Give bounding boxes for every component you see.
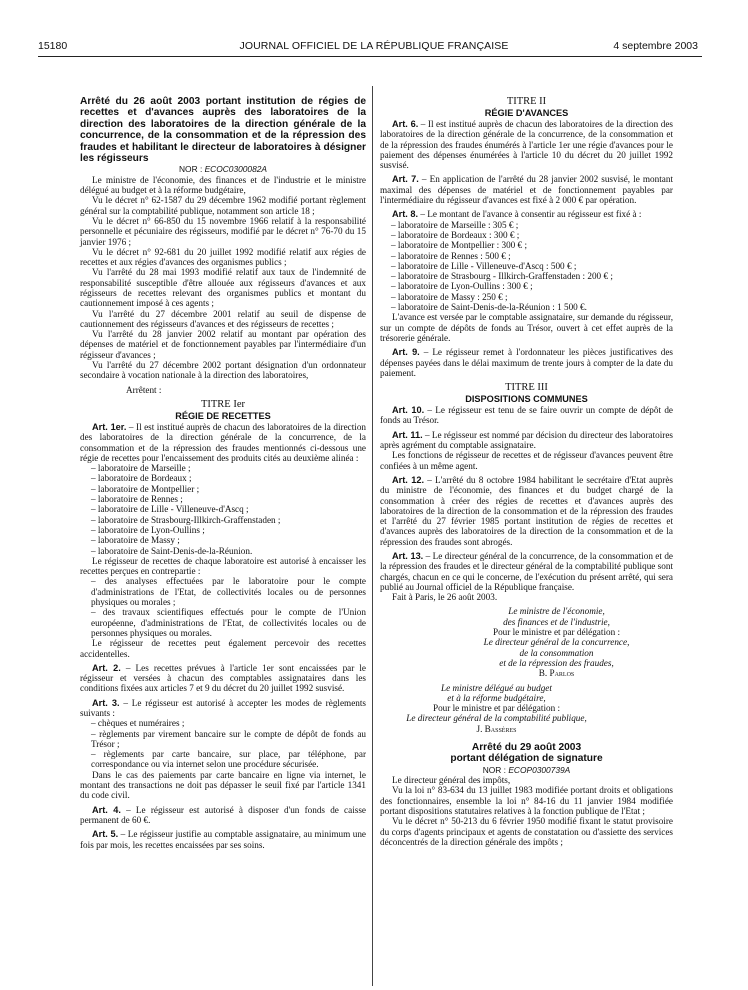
journal-title: JOURNAL OFFICIEL DE LA RÉPUBLIQUE FRANÇAISE bbox=[239, 40, 509, 52]
titre-subheading: DISPOSITIONS COMMUNES bbox=[465, 394, 588, 405]
preamble-para: Vu l'arrêté du 28 mai 1993 modifié relatif aux taux de l'indemnité de responsabilité susceptible d'être allouée aux régisseurs d'avances et aux régisseurs de recettes relevant des organismes publics et montant du cautionnement imposé à ces agents ; bbox=[80, 267, 366, 309]
titre-heading: TITRE II bbox=[506, 96, 547, 107]
column-divider bbox=[372, 86, 373, 986]
issue-date: 4 septembre 2003 bbox=[613, 40, 698, 52]
signatory-line: des finances et de l'industrie, bbox=[503, 616, 610, 627]
article-6: Art. 6. – Il est institué auprès de chacun des laboratoires de la direction des laboratoires de la direction générale de la concurrence, de la consommation et de la répression des fraudes énumérés à l'article 1er une régie d'avances pour le paiement des dépenses énumérées à l'article 10 du décret du 20 juillet 1992 susvisé. bbox=[380, 119, 673, 171]
right-column bbox=[380, 96, 673, 847]
list-item: – laboratoire de Rennes : 500 € ; bbox=[391, 250, 511, 261]
preamble-para: Vu le décret n° 62-1587 du 29 décembre 1962 modifié portant règlement général sur la comptabilité publique, notamment son article 18 ; bbox=[80, 195, 366, 216]
signatory-line: et de la répression des fraudes, bbox=[499, 657, 614, 668]
list-item: – des analyses effectuées par le laboratoire pour le compte d'administrations de l'Etat, de collectivités locales ou de personnes physiques ou morales ; bbox=[91, 576, 366, 608]
arretent: Arrêtent : bbox=[126, 384, 162, 395]
header-rule bbox=[38, 56, 702, 57]
list-item: – laboratoire de Rennes ; bbox=[91, 494, 183, 505]
list-item: – laboratoire de Montpellier : 300 € ; bbox=[391, 240, 527, 251]
titre-subheading: RÉGIE D'AVANCES bbox=[484, 108, 569, 118]
list-item: – laboratoire de Lyon-Oullins ; bbox=[91, 524, 205, 535]
signing-place-date: Fait à Paris, le 26 août 2003. bbox=[392, 592, 498, 603]
list-item: – chèques et numéraires ; bbox=[91, 718, 185, 729]
article-2: Art. 2. – Les recettes prévues à l'article 1er sont encaissées par le régisseur et versées à chacun des comptables assignataires dans les conditions fixées aux articles 7 et 9 du décret du 20 juillet 1992 susvisé. bbox=[80, 662, 366, 694]
article-3: Art. 3. – Le régisseur est autorisé à accepter les modes de règlements suivants : bbox=[80, 697, 366, 718]
signature-block-1 bbox=[380, 606, 673, 678]
list-item: – laboratoire de Lille - Villeneuve-d'Ascq : 500 € ; bbox=[391, 260, 577, 271]
article-7: Art. 7. – En application de l'arrêté du 28 janvier 2002 susvisé, le montant maximal des dépenses de matériel et de fonctionnement payables par l'intermédiaire du régisseur d'avances est fixé à 2 000 € par opération. bbox=[380, 174, 673, 206]
decree-title: Arrêté du 26 août 2003 portant institution de régies de recettes et d'avances auprès des laboratoires de la direction des laboratoires de la direction générale de la concurrence, de la consommation et de la répression des fraudes et habilitant le directeur de laboratoires à désigner les régisseurs bbox=[80, 96, 366, 165]
preamble-para: Vu l'arrêté du 27 décembre 2002 portant désignation d'un ordonnateur secondaire à vocation nationale à la direction des laboratoires, bbox=[80, 360, 366, 381]
list-item: – laboratoire de Saint-Denis-de-la-Réunion : 1 500 €. bbox=[391, 302, 587, 313]
signature-block-2 bbox=[380, 683, 673, 734]
signatory-line: Le directeur général de la concurrence, bbox=[483, 637, 630, 648]
article-1: Art. 1er. – Il est institué auprès de chacun des laboratoires de la direction des laboratoires de la direction générale de la concurrence, de la consommation et de la répression des fraudes mentionnés ci-dessous une régie de recettes pour l'encaissement des produits cités au deuxième alinéa : bbox=[80, 421, 367, 463]
preamble-para: Vu la loi n° 83-634 du 13 juillet 1983 modifiée portant droits et obligations des fonctionnaires, ensemble la loi n° 84-16 du 11 janvier 1984 modifiée portant dispositions statutaires relatives à la fonction publique de l'Etat ; bbox=[380, 785, 673, 817]
decree-title-2: Arrêté du 29 août 2003 bbox=[471, 742, 582, 754]
preamble-para: Le directeur général des impôts, bbox=[392, 775, 511, 786]
list-item: – laboratoire de Lille - Villeneuve-d'Ascq ; bbox=[91, 504, 249, 515]
article-5: Art. 5. – Le régisseur justifie au comptable assignataire, au minimum une fois par mois, les recettes encaissées par ses soins. bbox=[80, 829, 366, 850]
preamble-para: Vu le décret n° 66-850 du 15 novembre 1966 relatif à la responsabilité personnelle et pécuniaire des régisseurs, modifié par le décret n° 76-70 du 15 janvier 1976 ; bbox=[80, 215, 366, 247]
signatory-name: B. Parlos bbox=[538, 668, 575, 679]
signatory-line: de la consommation bbox=[519, 647, 594, 658]
signatory-line: Le ministre de l'économie, bbox=[508, 606, 605, 617]
nor-reference-2: NOR : ECOP0300739A bbox=[482, 764, 571, 775]
preamble-para: Le ministre de l'économie, des finances et de l'industrie et le ministre délégué au budget et à la réforme budgétaire, bbox=[80, 174, 366, 196]
signatory-line: Le directeur général de la comptabilité publique, bbox=[406, 713, 587, 724]
list-item: – laboratoire de Montpellier ; bbox=[91, 483, 200, 494]
article-para: L'avance est versée par le comptable assignataire, sur demande du régisseur, sur un compte de dépôts de fonds au Trésor, ouvert à cet effet auprès de la trésorerie générale. bbox=[380, 312, 673, 343]
list-item: – laboratoire de Bordeaux ; bbox=[91, 473, 192, 484]
titre-heading: TITRE III bbox=[505, 382, 548, 394]
article-10: Art. 10. – Le régisseur est tenu de se faire ouvrir un compte de dépôt de fonds au Trésor. bbox=[380, 405, 673, 426]
preamble-para: Vu l'arrêté du 28 janvier 2002 relatif au montant par opération des dépenses de matériel et de fonctionnement payables par l'intermédiaire d'un régisseur d'avances ; bbox=[80, 329, 366, 360]
left-column bbox=[80, 96, 366, 850]
article-para: Dans le cas des paiements par carte bancaire en ligne via internet, le montant des transactions ne doit pas dépasser le seuil fixé par l'article 1341 du code civil. bbox=[80, 769, 366, 801]
preamble-para: Vu l'arrêté du 27 décembre 2001 relatif au seuil de dispense de cautionnement des régisseurs d'avances et des régisseurs de recettes ; bbox=[80, 308, 366, 329]
list-item: – laboratoire de Lyon-Oullins : 300 € ; bbox=[391, 281, 533, 292]
article-para: Le régisseur de recettes peut également percevoir des recettes accidentelles. bbox=[80, 638, 366, 659]
signatory-line: et à la réforme budgétaire, bbox=[447, 692, 546, 703]
list-item: – laboratoire de Massy ; bbox=[91, 535, 180, 546]
titre-subheading: RÉGIE DE RECETTES bbox=[175, 410, 271, 421]
preamble-para: Vu le décret n° 92-681 du 20 juillet 1992 modifié relatif aux régies de recettes et aux régies d'avances des organismes publics ; bbox=[80, 246, 366, 268]
delegation-line: Pour le ministre et par délégation : bbox=[432, 703, 561, 714]
article-para: Les fonctions de régisseur de recettes et de régisseur d'avances peuvent être confiées à un même agent. bbox=[380, 450, 673, 471]
list-item: – laboratoire de Bordeaux : 300 € ; bbox=[391, 229, 520, 240]
article-8: Art. 8. – Le montant de l'avance à consentir au régisseur est fixé à : bbox=[392, 209, 642, 220]
list-item: – laboratoire de Strasbourg - Illkirch-Graffenstaden : 200 € ; bbox=[391, 271, 613, 282]
article-9: Art. 9. – Le régisseur remet à l'ordonnateur les pièces justificatives des dépenses payées dans le délai maximum de trente jours à compter de la date du paiement. bbox=[380, 347, 674, 378]
list-item: – laboratoire de Strasbourg-Illkirch-Graffenstaden ; bbox=[91, 514, 281, 525]
list-item: – laboratoire de Marseille ; bbox=[91, 463, 191, 474]
signatory-line: Le ministre délégué au budget bbox=[441, 682, 552, 693]
article-11: Art. 11. – Le régisseur est nommé par décision du directeur des laboratoires après agrément du comptable assignataire. bbox=[380, 429, 674, 451]
preamble-para: Vu le décret n° 50-213 du 6 février 1950 modifié fixant le statut provisoire du corps d'agents principaux et agents de constatation ou d'assiette des services déconcentrés de la direction générale des impôts ; bbox=[380, 816, 673, 847]
article-4: Art. 4. – Le régisseur est autorisé à disposer d'un fonds de caisse permanent de 60 €. bbox=[80, 804, 366, 825]
list-item: – laboratoire de Marseille : 305 € ; bbox=[391, 219, 519, 230]
article-13: Art. 13. – Le directeur général de la concurrence, de la consommation et de la répression des fraudes et le directeur général de la comptabilité publique sont chargés, chacun en ce qui le concerne, de l'exécution du présent arrêté, qui sera publié au Journal officiel de la République française. bbox=[380, 550, 673, 592]
titre-heading: TITRE Ier bbox=[200, 398, 246, 410]
article-para: Le régisseur de recettes de chaque laboratoire est autorisé à encaisser les recettes perçues en contrepartie : bbox=[80, 555, 366, 577]
signatory-name: J. Bassères bbox=[476, 723, 517, 734]
nor-reference: NOR : ECOC0300082A bbox=[179, 164, 267, 175]
delegation-line: Pour le ministre et par délégation : bbox=[492, 627, 621, 638]
list-item: – règlements par carte bancaire, sur place, par téléphone, par correspondance ou via internet selon une procédure sécurisée. bbox=[91, 749, 366, 770]
list-item: – laboratoire de Saint-Denis-de-la-Réunion. bbox=[91, 545, 253, 556]
list-item: – des travaux scientifiques effectués pour le compte de l'Union européenne, d'administrations de l'Etat, de collectivités locales ou de personnes physiques ou morales. bbox=[91, 607, 366, 638]
article-12: Art. 12. – L'arrêté du 8 octobre 1984 habilitant le secrétaire d'Etat auprès du ministre de l'économie, des finances et du budget chargé de la consommation à créer des régies de recettes et d'avances auprès des laboratoires de la direction de la consommation et de la répression des fraudes et l'arrêté du 27 février 1985 portant institution de régies de recettes et d'avances auprès des laboratoires de la direction de la consommation et de la répression des fraudes sont abrogés. bbox=[380, 474, 674, 547]
list-item: – règlements par virement bancaire sur le compte de dépôt de fonds au Trésor ; bbox=[91, 728, 366, 749]
decree-title-2-sub: portant délégation de signature bbox=[450, 753, 603, 765]
page-number: 15180 bbox=[38, 40, 68, 52]
list-item: – laboratoire de Massy : 250 € ; bbox=[391, 291, 508, 302]
